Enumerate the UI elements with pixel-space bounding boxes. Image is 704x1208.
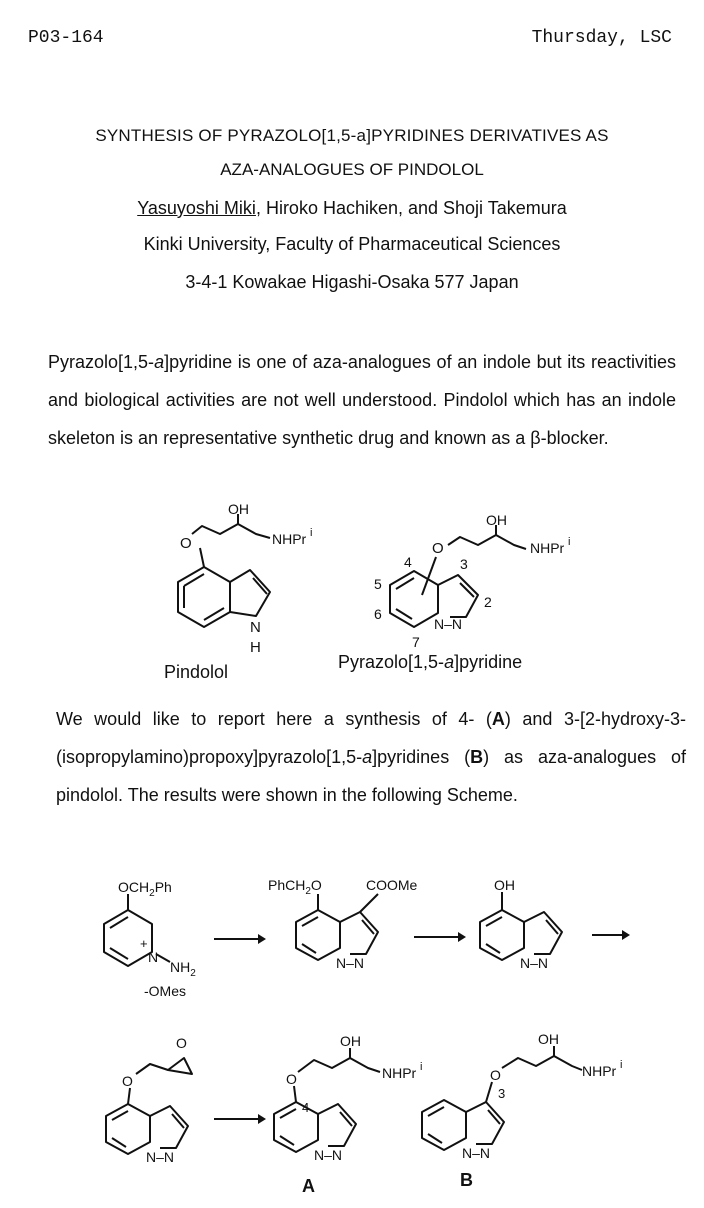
session-label: Thursday, LSC xyxy=(531,28,672,48)
hydroxyl-label: OH xyxy=(538,1031,559,1047)
title-text-1: SYNTHESIS OF PYRAZOLO[1,5-a]PYRIDINES DERIVATIVES AS xyxy=(95,126,609,145)
compound-b-label: B xyxy=(460,1170,473,1190)
nn-label: N–N xyxy=(336,955,365,971)
affiliation-line-1: Kinki University, Faculty of Pharmaceutical Sciences xyxy=(143,234,561,254)
reaction-arrow-3 xyxy=(592,928,632,942)
oxygen-label: O xyxy=(122,1073,133,1089)
omes-label: -OMes xyxy=(144,983,186,999)
hydroxyl-label: OH xyxy=(494,877,515,893)
position-3: 3 xyxy=(460,556,468,572)
pindolol-benzene-ring xyxy=(178,567,230,627)
compound-a-label: A xyxy=(302,1176,315,1196)
epoxide-ring xyxy=(168,1058,192,1074)
ring-n-label: N xyxy=(148,949,159,965)
report-text-1: We would like to report here a synthesis of 4- ( xyxy=(56,709,492,729)
position-3: 3 xyxy=(498,1086,506,1101)
intro-text-2: ]pyridine is one of aza-analogues of an indole but its reactivities and biological activities are not well understood. Pindolol which has an indole skeleton is an representative synthetic drug and known as a β-blocker. xyxy=(48,352,676,448)
plus-label: + xyxy=(140,936,148,951)
amine-label: NHPr xyxy=(272,531,307,547)
caption-italic: a xyxy=(444,652,455,672)
hydroxyl-label: OH xyxy=(486,512,507,528)
scheme-epoxide-intermediate xyxy=(92,1030,222,1170)
intro-paragraph xyxy=(48,343,676,457)
oxygen-label: O xyxy=(180,535,192,552)
hydroxyl-label: OH xyxy=(340,1033,361,1049)
amine-superscript: i xyxy=(568,536,571,548)
report-italic: a xyxy=(362,747,373,767)
intro-text-1: Pyrazolo[1,5- xyxy=(48,352,155,372)
author-list xyxy=(0,198,704,219)
report-paragraph xyxy=(56,700,686,814)
scheme-product-a xyxy=(262,1024,432,1174)
affiliation-line-2: 3-4-1 Kowakae Higashi-Osaka 577 Japan xyxy=(185,272,519,292)
compound-b-ref: B xyxy=(470,747,484,767)
pyrazolopyridine-structure xyxy=(360,505,600,655)
nn-label: N–N xyxy=(314,1147,343,1163)
nh2-label: $NH_2$ xyxy=(170,959,196,979)
ether-bond xyxy=(128,1088,130,1104)
oxygen-label: O xyxy=(432,540,444,557)
ester-label: COOMe xyxy=(366,877,418,893)
pyridine-ring xyxy=(390,571,438,627)
title-line-2: AZA-ANALOGUES OF PINDOLOL xyxy=(220,160,484,179)
position-2: 2 xyxy=(484,594,492,610)
abstract-code: P03-164 xyxy=(28,28,104,48)
benzyloxy-label: PhCH$_2$O xyxy=(268,877,322,897)
benzyloxy-label: $OCH_2Ph$ xyxy=(118,879,172,899)
ether-bond xyxy=(294,1086,296,1102)
scheme-pyridinium-salt xyxy=(90,872,220,1007)
report-text-4: ) as aza-analogues of pindolol. The results were shown in the following Scheme. xyxy=(56,747,687,805)
caption-text: ]pyridine xyxy=(454,652,523,672)
scheme-product-b xyxy=(410,1024,650,1174)
title-line-1 xyxy=(0,126,704,146)
side-chain xyxy=(502,1056,582,1070)
position-7: 7 xyxy=(412,634,420,650)
presenting-author: Yasuyoshi Miki xyxy=(137,198,256,218)
nn-label: N–N xyxy=(434,616,463,632)
caption-text: Pyrazolo[1,5- xyxy=(338,652,445,672)
amine-superscript: i xyxy=(310,527,313,539)
compound-a-ref: A xyxy=(491,709,505,729)
pindolol-structure xyxy=(140,500,340,665)
amine-label: NHPr xyxy=(382,1065,417,1081)
amine-label: NHPr xyxy=(582,1063,617,1079)
oxygen-label: O xyxy=(490,1067,501,1083)
reaction-arrow-4 xyxy=(214,1112,266,1126)
epoxide-chain xyxy=(136,1064,168,1074)
indole-n-label: N xyxy=(250,619,261,636)
ether-bond xyxy=(200,548,204,567)
pyrazolopyridine-caption xyxy=(338,652,522,673)
side-chain xyxy=(448,535,526,549)
oxygen-label: O xyxy=(286,1071,297,1087)
position-6: 6 xyxy=(374,606,382,622)
nn-label: N–N xyxy=(520,955,549,971)
amine-superscript: i xyxy=(620,1059,623,1071)
report-text-3: ]pyridines ( xyxy=(372,747,471,767)
intro-italic: a xyxy=(154,352,165,372)
scheme-hydroxy-product xyxy=(470,872,590,982)
side-chain xyxy=(298,1058,380,1072)
co-authors: , Hiroko Hachiken, and Shoji Takemura xyxy=(255,198,567,218)
amine-label: NHPr xyxy=(530,540,565,556)
position-4: 4 xyxy=(404,554,412,570)
reaction-arrow-1 xyxy=(214,932,266,946)
ether-bond xyxy=(486,1082,492,1102)
report-text-2: ) and 3-[2-hydroxy-3-(isopropylamino)propoxy]pyrazolo[1,5- xyxy=(56,709,686,767)
pindolol-caption: Pindolol xyxy=(164,662,229,682)
position-5: 5 xyxy=(374,576,382,592)
pyrrole-ring xyxy=(230,570,270,616)
hydroxyl-label: OH xyxy=(228,501,249,517)
epoxide-o-label: O xyxy=(176,1035,187,1051)
nn-label: N–N xyxy=(462,1145,491,1161)
indole-h-label: H xyxy=(250,639,261,656)
reaction-arrow-2 xyxy=(414,930,466,944)
scheme-benzyloxy-ester xyxy=(268,872,418,982)
position-4: 4 xyxy=(302,1100,310,1115)
amine-superscript: i xyxy=(420,1061,423,1073)
nn-label: N–N xyxy=(146,1149,175,1165)
ester-bond xyxy=(360,894,378,912)
side-chain xyxy=(192,524,270,538)
